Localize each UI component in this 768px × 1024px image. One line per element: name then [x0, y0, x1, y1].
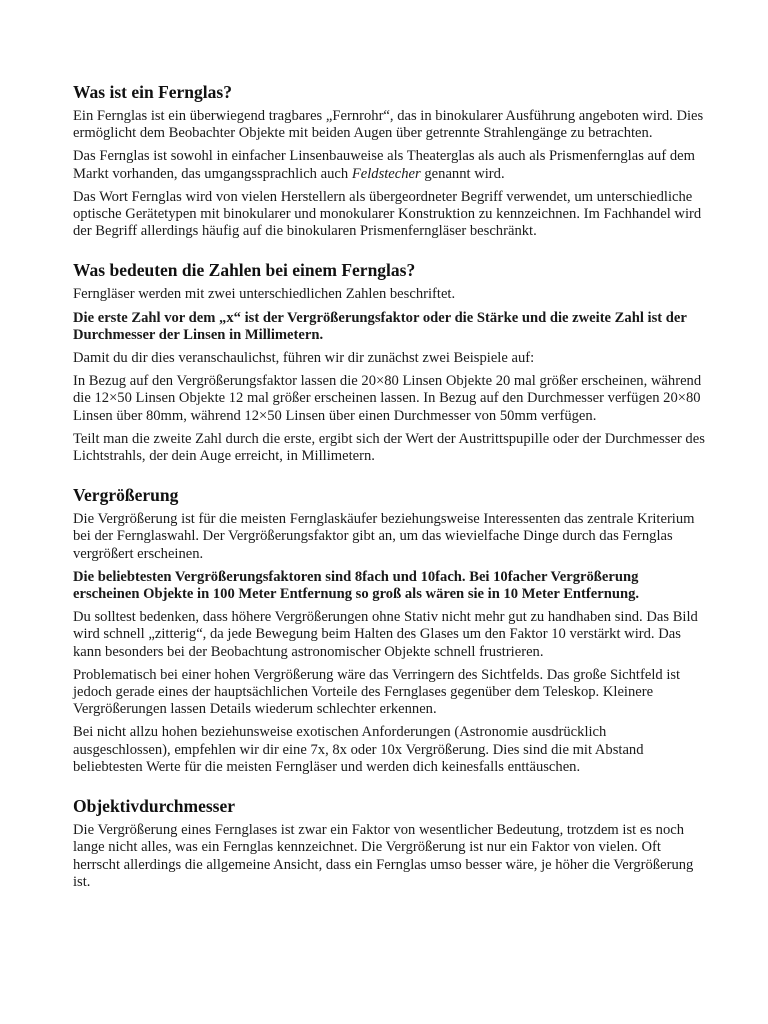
paragraph-text: genannt wird.	[420, 165, 505, 182]
section-heading: Was bedeuten die Zahlen bei einem Fernglas?	[73, 260, 416, 281]
paragraph: Die Vergrößerung eines Fernglases ist zwar ein Faktor von wesentlicher Bedeutung, trotzdem ist es noch lange nicht alles, was ein Fernglas kennzeichnet. Die Vergrößerung ist nur ein Faktor von vielen. Oft herrscht allerdings die allgemeine Ansicht, dass ein Fernglas umso besser wäre, je höher die Vergrößerung ist.	[73, 822, 694, 890]
paragraph: Teilt man die zweite Zahl durch die erste, ergibt sich der Wert der Austrittspupille oder der Durchmesser des Lichtstrahls, der dein Auge erreicht, in Millimetern.	[73, 430, 705, 465]
section-objektivdurchmesser	[73, 796, 705, 891]
section-heading: Was ist ein Fernglas?	[73, 82, 232, 102]
paragraph: Ferngläser werden mit zwei unterschiedlichen Zahlen beschriftet.	[73, 286, 456, 303]
paragraph: In Bezug auf den Vergrößerungsfaktor lassen die 20×80 Linsen Objekte 20 mal größer erscheinen, während die 12×50 Linsen Objekte 12 mal größer erscheinen lassen. In Bezug auf den Durchmesser verfügen 20×80 Linsen über 80mm, während 12×50 Linsen über einen Durchmesser von 50mm verfügen.	[73, 373, 702, 424]
bold-paragraph: Die erste Zahl vor dem „x“ ist der Vergrößerungsfaktor oder die Stärke und die zweite Zahl ist der Durchmesser der Linsen in Millimetern.	[73, 309, 687, 343]
section-heading: Objektivdurchmesser	[73, 796, 236, 817]
section-heading: Vergrößerung	[73, 485, 179, 506]
paragraph: Die Vergrößerung ist für die meisten Fernglaskäufer beziehungsweise Interessenten das zentrale Kriterium bei der Fernglaswahl. Der Vergrößerungsfaktor gibt an, um das wievielfache Dinge durch das Fernglas vergrößert erscheinen.	[73, 511, 695, 562]
section-zahlen-bei-fernglas	[73, 260, 705, 465]
emphasis-term: Feldstecher	[351, 165, 421, 182]
paragraph: Das Wort Fernglas wird von vielen Herstellern als übergeordneter Begriff verwendet, um unterschiedliche optische Gerätetypen mit binokularer und monokularer Konstruktion zu kennzeichnen. Im Fachhandel wird der Begriff allerdings häufig auf die binokularen Prismenferngläser beschränkt.	[73, 188, 702, 240]
section-was-ist-ein-fernglas	[73, 82, 705, 240]
paragraph-text: Das Fernglas ist sowohl in einfacher Linsenbauweise als Theaterglas als auch als Prismenfernglas auf dem Markt vorhanden, das umgangssprachlich auch	[73, 148, 695, 182]
section-vergroesserung	[73, 485, 705, 776]
paragraph: Damit du dir dies veranschaulichst, führen wir dir zunächst zwei Beispiele auf:	[73, 350, 535, 367]
paragraph: Ein Fernglas ist ein überwiegend tragbares „Fernrohr“, das in binokularer Ausführung angeboten wird. Dies ermöglicht dem Beobachter Objekte mit beiden Augen über getrennte Strahlengänge zu betrachten.	[73, 108, 704, 142]
paragraph: Problematisch bei einer hohen Vergrößerung wäre das Verringern des Sichtfelds. Das große Sichtfeld ist jedoch gerade eines der hauptsächlichen Vorteile des Fernglases gegenüber dem Teleskop. Kleinere Vergrößerungen lassen Details wiederum schlechter erkennen.	[73, 666, 681, 718]
paragraph: Bei nicht allzu hohen beziehunsweise exotischen Anforderungen (Astronomie ausdrücklich ausgeschlossen), empfehlen wir dir eine 7x, 8x oder 10x Vergrößerung. Dies sind die mit Abstand beliebtesten Werte für die meisten Ferngläser und werden dich keinesfalls enttäuschen.	[73, 724, 644, 775]
paragraph	[73, 148, 705, 182]
document-page	[73, 82, 705, 897]
bold-paragraph: Die beliebtesten Vergrößerungsfaktoren sind 8fach und 10fach. Bei 10facher Vergrößerung erscheinen Objekte in 100 Meter Entfernung so groß als wären sie in 10 Meter Entfernung.	[73, 568, 640, 603]
paragraph: Du solltest bedenken, dass höhere Vergrößerungen ohne Stativ nicht mehr gut zu handhaben sind. Das Bild wird schnell „zitterig“, da jede Bewegung beim Halten des Glases um den Faktor 10 verstärkt wird. Das kann besonders bei der Beobachtung astronomischer Objekte schnell frustrieren.	[73, 609, 698, 660]
